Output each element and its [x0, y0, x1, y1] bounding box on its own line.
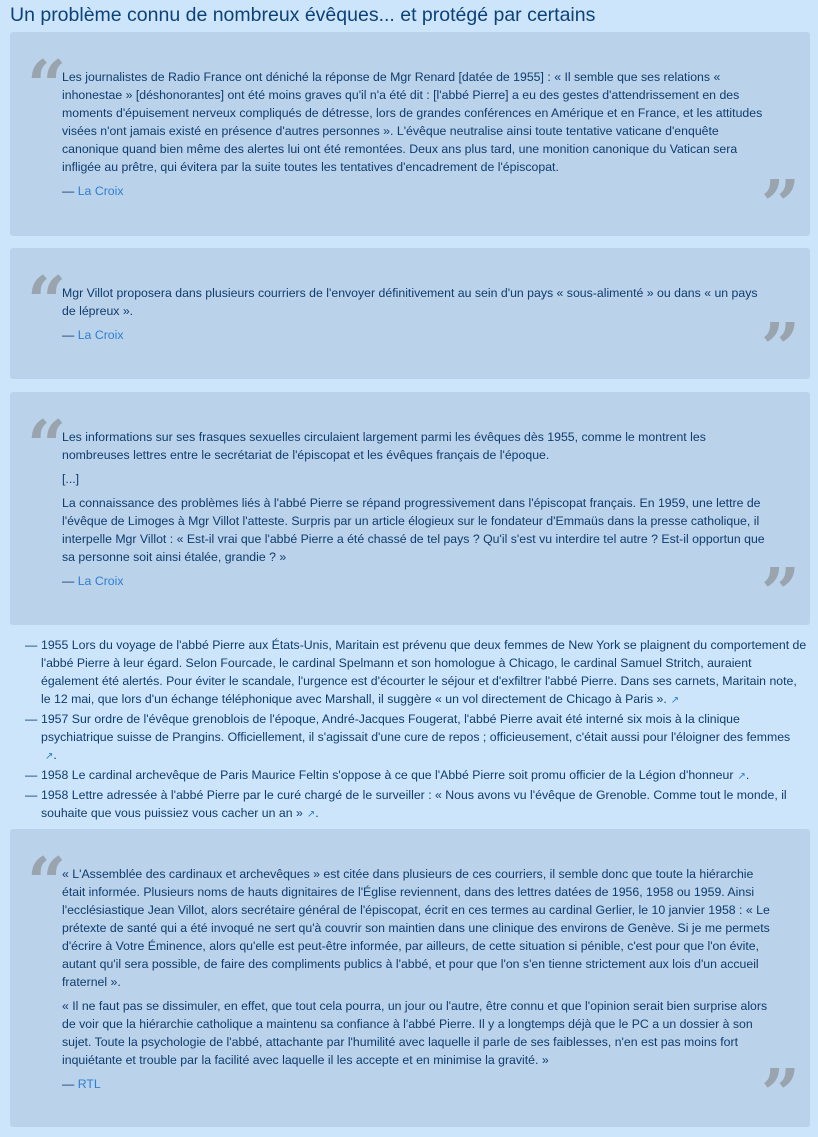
quote-block — [10, 32, 810, 246]
quote-block — [10, 248, 810, 389]
quote-paragraph: Les informations sur ses frasques sexuelles circulaient largement parmi les évêques dès 1955, comme le montrent les nombreuses lettres entre le secrétariat de l'épiscopat et les évêques français de l'époque. — [62, 430, 706, 462]
external-link-icon[interactable]: ↗ — [670, 695, 680, 706]
source-dash: — — [62, 184, 75, 198]
timeline-text-wrap — [41, 766, 808, 786]
timeline-item — [25, 636, 808, 710]
quote-source — [62, 326, 770, 344]
timeline-item — [25, 786, 808, 824]
quote-paragraph: La connaissance des problèmes liés à l'abbé Pierre se répand progressivement dans l'épiscopat français. En 1959, une lettre de l'évêque de Limoges à Mgr Villot l'atteste. Surpris par un article élogieux sur le fondateur d'Emmaüs dans la presse catholique, il interpelle Mgr Villot : « Est-il vrai que l'abbé Pierre a été chassé de tel pays ? Qu'il s'est vu interdire tel autre ? Est-il opportun que sa personne soit ainsi étalée, grandie ? » — [62, 496, 765, 564]
quote-block — [10, 829, 810, 1135]
external-link-icon[interactable]: ↗ — [306, 809, 316, 820]
timeline-text: 1958 Le cardinal archevêque de Paris Maurice Feltin s'oppose à ce que l'Abbé Pierre soit promu officier de la Légion d'honneur — [41, 768, 734, 782]
close-quote-icon: ” — [760, 309, 794, 389]
close-quote-icon: ” — [760, 554, 794, 634]
timeline-text-wrap — [41, 710, 808, 766]
quote-source — [62, 182, 770, 200]
timeline-item — [25, 766, 808, 786]
source-link[interactable]: La Croix — [77, 184, 124, 198]
timeline-bullet: — — [25, 768, 38, 782]
source-dash: — — [62, 574, 75, 588]
close-quote-icon: ” — [760, 1055, 794, 1135]
page-title: Un problème connu de nombreux évêques... et protégé par certains — [10, 4, 596, 26]
quote-paragraph: « Il ne faut pas se dissimuler, en effet, que tout cela pourra, un jour ou l'autre, être connu et que l'opinion serait bien surprise alors de voir que la hiérarchie catholique a maintenu sa confiance à l'abbé Pierre. Il y a longtemps déjà que le PC a un dossier à son sujet. Toute la psychologie de l'abbé, attachante par l'humilité avec laquelle il parle de ses faiblesses, n'en est pas moins fort inquiétante et trouble par la facilité avec laquelle il les accepte et en minimise la gravité. » — [62, 999, 768, 1067]
timeline-item — [25, 710, 808, 766]
quote-paragraph: « L'Assemblée des cardinaux et archevêques » est citée dans plusieurs de ces courriers, il semble donc que toute la hiérarchie était informée. Plusieurs noms de hauts dignitaires de l'Église reviennent, dans des lettres datées de 1956, 1958 ou 1959. Ainsi l'ecclésiastique Jean Villot, alors secrétaire général de l'épiscopat, écrit en ces termes au cardinal Gerlier, le 10 janvier 1958 : « Le prétexte de santé qui a été invoqué ne sert qu'à couvrir son maintien dans une clinique des environs de Genève. Si je me permets d'écrire à Votre Éminence, alors qu'elle est peut-être informée, par ailleurs, de cette situation si pénible, c'est pour que l'on évite, autant qu'il sera possible, de faire des compliments publics à l'abbé, et pour que l'on s'en tienne strictement aux lois d'un accueil fraternel ». — [62, 867, 770, 989]
timeline-text-wrap — [41, 636, 808, 710]
timeline-bullet: — — [25, 638, 38, 652]
quote-paragraph: Les journalistes de Radio France ont déniché la réponse de Mgr Renard [datée de 1955] : « Il semble que ses relations « inhonestae » [déshonorantes] ont été moins graves qu'il n'a été dit : [l'abbé Pierre] a eu des gestes d'attendrissement en des moments d'épuisement nerveux compliqués de détresse, lors de grandes conférences en Amérique et en France, et les attitudes visées n'ont jamais existé en présence d'autres personnes ». L'évêque neutralise ainsi toute tentative vaticane d'enquête canonique quand bien même des alertes lui ont été remontées. Deux ans plus tard, une monition canonique du Vatican sera infligée au prêtre, qui évitera par la suite toutes les tentatives d'encadrement de l'épiscopat. — [62, 70, 763, 174]
source-dash: — — [62, 1077, 75, 1091]
source-link[interactable]: RTL — [77, 1077, 101, 1091]
open-quote-icon: “ — [27, 262, 61, 342]
quote-block — [10, 392, 810, 634]
timeline-text: 1955 Lors du voyage de l'abbé Pierre aux États-Unis, Maritain est prévenu que deux femmes de New York se plaignent du comportement de l'abbé Pierre à leur égard. Selon Fourcade, le cardinal Spelmann et son homologue à Chicago, le cardinal Samuel Stritch, auraient également été alertés. Pour éviter le scandale, l'urgence est d'écourter le séjour et d'exfiltrer l'abbé Pierre. Dans ses carnets, Maritain note, le 12 mai, que lors d'un échange téléphonique avec Marshall, il suggère « un vol directement de Chicago à Paris ». — [41, 638, 807, 706]
source-link[interactable]: La Croix — [77, 328, 124, 342]
source-link[interactable]: La Croix — [77, 574, 124, 588]
quote-paragraph: Mgr Villot proposera dans plusieurs courriers de l'envoyer définitivement au sein d'un pays « sous-alimenté » ou dans « un pays de lépreux ». — [62, 286, 758, 318]
open-quote-icon: “ — [27, 406, 61, 486]
external-link-icon[interactable]: ↗ — [737, 771, 746, 782]
timeline-text: 1957 Sur ordre de l'évêque grenoblois de l'époque, André-Jacques Fougerat, l'abbé Pierre avait été interné six mois à la clinique psychiatrique suisse de Prangins. Officiellement, il s'agissait d'une cure de repos ; officieusement, c'était aussi pour l'éloigner des femmes — [41, 712, 791, 744]
quote-source — [62, 572, 770, 590]
timeline-bullet: — — [25, 712, 38, 726]
timeline-tail: . — [315, 806, 319, 820]
open-quote-icon: “ — [27, 843, 61, 923]
source-dash: — — [62, 328, 75, 342]
close-quote-icon: ” — [760, 166, 794, 246]
quote-paragraph: [...] — [62, 472, 80, 486]
timeline-tail: . — [53, 748, 57, 762]
timeline-bullet: — — [25, 788, 38, 802]
timeline-tail: . — [745, 768, 750, 782]
timeline-list — [25, 636, 808, 824]
timeline-text-wrap — [41, 786, 808, 824]
external-link-icon[interactable]: ↗ — [45, 751, 54, 762]
open-quote-icon: “ — [27, 46, 61, 126]
timeline-text: 1958 Lettre adressée à l'abbé Pierre par le curé chargé de le surveiller : « Nous avons vu l'évêque de Grenoble. Comme tout le monde, il souhaite que vous puissiez vous cacher un an » — [41, 788, 787, 820]
quote-source — [62, 1075, 770, 1093]
